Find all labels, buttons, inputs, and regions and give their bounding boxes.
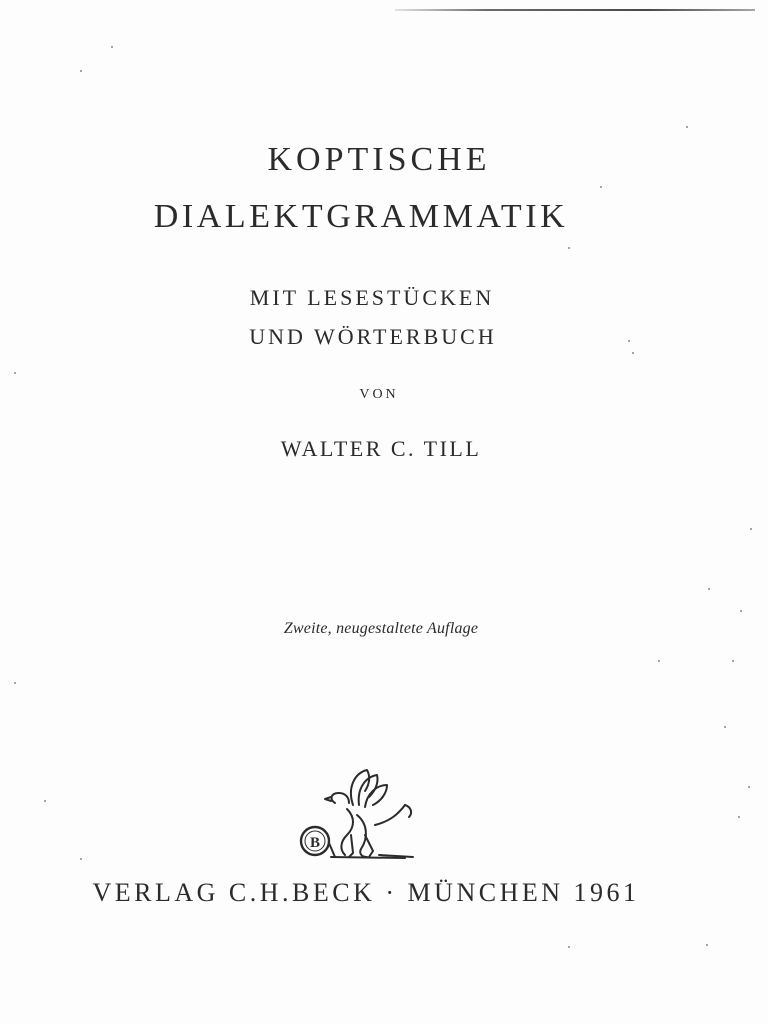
- scan-speck: [44, 800, 46, 802]
- edition-note: Zweite, neugestaltete Auflage: [283, 620, 479, 637]
- scan-edge-line: [395, 9, 755, 11]
- scan-speck: [632, 352, 634, 354]
- scan-speck: [706, 944, 708, 946]
- scan-speck: [738, 816, 740, 818]
- byline: VON: [359, 387, 399, 402]
- scan-speck: [14, 372, 16, 374]
- subtitle-line-2: UND WÖRTERBUCH: [249, 324, 497, 349]
- scan-speck: [708, 588, 710, 590]
- scan-speck: [600, 186, 602, 188]
- subtitle-line-1: MIT LESESTÜCKEN: [249, 285, 495, 310]
- scan-speck: [750, 528, 752, 530]
- logo-letter: B: [309, 835, 321, 851]
- scan-speck: [732, 660, 734, 662]
- author-name: WALTER C. TILL: [280, 436, 482, 461]
- scan-speck: [724, 726, 726, 728]
- scan-speck: [80, 70, 82, 72]
- scan-speck: [568, 247, 570, 249]
- scan-speck: [686, 126, 688, 128]
- scan-speck: [568, 946, 570, 948]
- griffin-emblem-icon: [295, 765, 425, 865]
- book-title-line-1: KOPTISCHE: [267, 141, 491, 178]
- scan-speck: [111, 46, 113, 48]
- scan-speck: [658, 660, 660, 662]
- book-title-line-2: DIALEKTGRAMMATIK: [153, 198, 569, 235]
- publisher-imprint: VERLAG C.H.BECK · MÜNCHEN 1961: [92, 878, 640, 907]
- scan-speck: [14, 682, 16, 684]
- scan-speck: [80, 858, 82, 860]
- scan-speck: [740, 610, 742, 612]
- scan-speck: [748, 786, 750, 788]
